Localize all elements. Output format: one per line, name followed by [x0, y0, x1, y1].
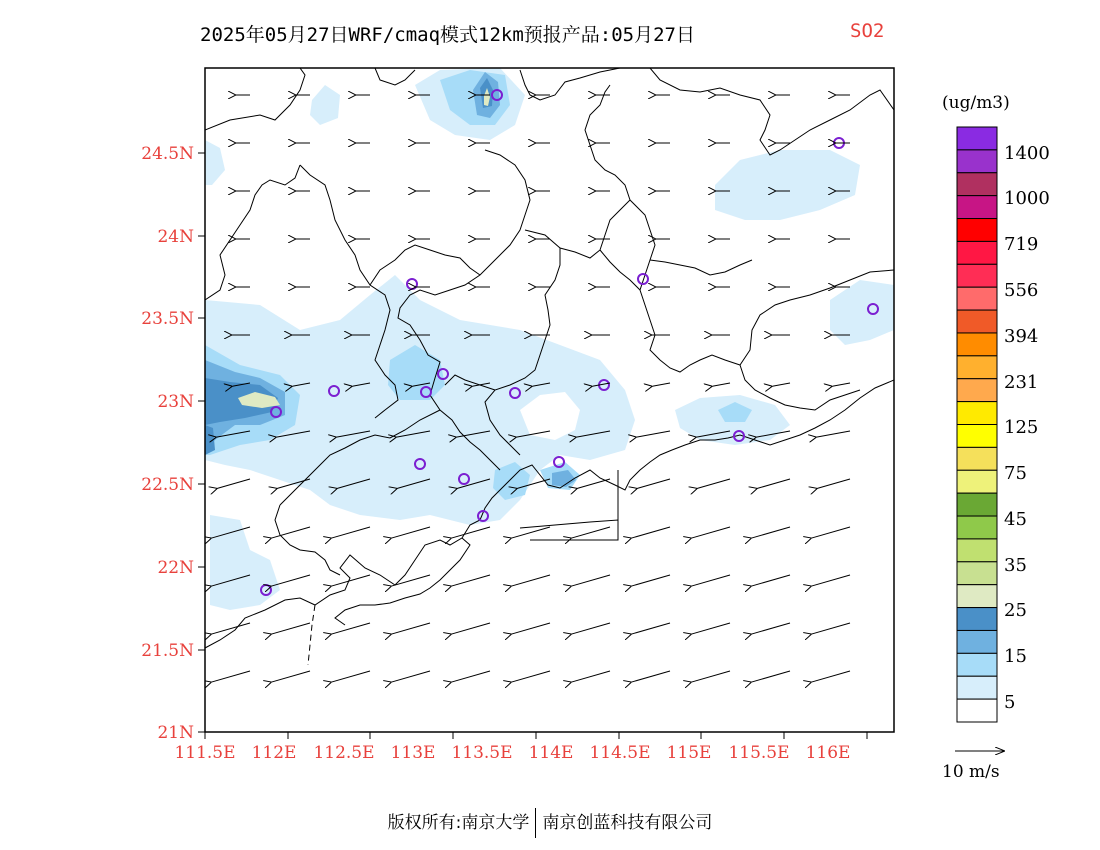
wind-vector: [817, 479, 850, 488]
wind-vector: [692, 671, 730, 682]
wind-vector: [572, 623, 610, 634]
wind-vector: [812, 623, 850, 634]
lat-label: 22N: [157, 558, 194, 578]
copyright-footer: [0, 808, 1100, 838]
wind-vector: [692, 527, 730, 538]
legend-color-swatch: [957, 241, 997, 264]
boundary-inner-1: [600, 250, 752, 290]
legend-labels: [1004, 143, 1050, 713]
hk-box: [520, 520, 618, 540]
wind-vector: [272, 575, 310, 586]
wind-vector: [452, 575, 490, 586]
legend-color-swatch: [957, 539, 997, 562]
legend-color-swatch: [957, 630, 997, 653]
wind-vector: [572, 671, 610, 682]
wind-vector: [812, 527, 850, 538]
longitude-labels: [174, 743, 850, 763]
legend-color-swatch: [957, 287, 997, 310]
lon-label: 116E: [805, 743, 851, 763]
footer-company: 南京创蓝科技有限公司: [542, 813, 713, 833]
footer-owner: 版权所有:南京大学: [387, 813, 530, 833]
legend-color-swatch: [957, 470, 997, 493]
wind-vector: [652, 383, 670, 386]
title-text: 2025年05月27日WRF/cmaq模式12km预报产品:05月27日: [200, 24, 695, 46]
legend-label: 1400: [1004, 143, 1050, 164]
legend-color-swatch: [957, 173, 997, 196]
legend-color-swatch: [957, 356, 997, 379]
wind-vector: [817, 431, 850, 437]
lon-label: 112.5E: [313, 743, 375, 763]
wind-vector: [577, 479, 610, 488]
legend-label: 1000: [1004, 188, 1050, 209]
wind-vector: [392, 671, 430, 682]
lat-label: 23.5N: [141, 309, 194, 329]
legend-label: 5: [1004, 692, 1016, 713]
legend-color-swatch: [957, 653, 997, 676]
legend-label: 719: [1004, 234, 1039, 255]
wind-vector: [392, 575, 430, 586]
wind-vector: [712, 383, 730, 386]
legend-color-swatch: [957, 699, 997, 722]
lon-label: 111.5E: [174, 743, 236, 763]
conc-area-north2: [310, 85, 340, 125]
legend-color-swatch: [957, 379, 997, 402]
legend-label: 394: [1004, 326, 1039, 347]
wind-vector: [752, 623, 790, 634]
legend-unit: (ug/m3): [942, 93, 1010, 113]
wind-vector: [332, 575, 370, 586]
legend-label: 125: [1004, 417, 1039, 438]
boundary-inner-3: [275, 505, 340, 575]
wind-vector: [632, 527, 670, 538]
wind-vector: [272, 623, 310, 634]
conc-area-east: [715, 150, 860, 220]
legend-color-swatch: [957, 264, 997, 287]
wind-scale-label: 10 m/s: [942, 762, 1000, 782]
wind-vector: [752, 575, 790, 586]
boundary-west-2: [205, 165, 300, 300]
conc-area-edge: [205, 140, 225, 185]
lat-label: 23N: [157, 392, 194, 412]
wind-vector: [452, 671, 490, 682]
station-marker: [407, 279, 417, 289]
legend-label: 75: [1004, 463, 1027, 484]
wind-vector: [217, 479, 250, 488]
wind-vector: [452, 527, 490, 538]
legend-colorbar: [957, 127, 997, 722]
lon-label: 113E: [390, 743, 436, 763]
wind-vector: [572, 527, 610, 538]
legend-color-swatch: [957, 676, 997, 699]
lon-label: 114E: [528, 743, 574, 763]
legend-label: 231: [1004, 372, 1039, 393]
wind-vector: [512, 527, 550, 538]
lat-label: 21N: [157, 723, 194, 743]
wind-vector: [452, 623, 490, 634]
legend-color-swatch: [957, 219, 997, 242]
legend-label: 25: [1004, 600, 1027, 621]
wind-vector: [692, 575, 730, 586]
wind-vector: [812, 671, 850, 682]
wind-vector: [512, 575, 550, 586]
wind-vector: [812, 575, 850, 586]
lon-label: 112E: [251, 743, 297, 763]
wind-vector: [692, 623, 730, 634]
lon-label: 114.5E: [589, 743, 651, 763]
legend-color-swatch: [957, 608, 997, 631]
legend-label: 45: [1004, 509, 1027, 530]
longitude-axis: [205, 732, 867, 739]
wind-vector: [212, 671, 250, 682]
legend-color-swatch: [957, 493, 997, 516]
wind-vector: [752, 527, 790, 538]
boundary-inner-4: [370, 245, 480, 285]
wind-vector: [697, 479, 730, 488]
province-boundary-north: [205, 68, 894, 155]
lon-label: 115.5E: [728, 743, 790, 763]
boundary-line-south: [308, 605, 315, 665]
wind-vector: [632, 575, 670, 586]
wind-vector: [272, 527, 310, 538]
wind-vector: [752, 671, 790, 682]
wind-vector: [757, 479, 790, 488]
so2-concentration-field: [205, 68, 894, 610]
legend-color-swatch: [957, 150, 997, 173]
conc-area-southwest: [210, 515, 280, 610]
latitude-axis: [198, 153, 205, 732]
legend-color-swatch: [957, 447, 997, 470]
footer-separator: [535, 808, 536, 838]
legend-color-swatch: [957, 402, 997, 425]
lat-label: 22.5N: [141, 475, 194, 495]
legend-color-swatch: [957, 562, 997, 585]
lat-label: 21.5N: [141, 641, 194, 661]
legend-color-swatch: [957, 310, 997, 333]
boundary-east-1: [560, 85, 630, 258]
legend-label: 556: [1004, 280, 1039, 301]
wind-vector: [392, 527, 430, 538]
wind-vector: [632, 623, 670, 634]
legend-label: 15: [1004, 646, 1027, 667]
legend-color-swatch: [957, 585, 997, 608]
wind-vector: [272, 671, 310, 682]
wind-vector: [772, 383, 790, 386]
legend-color-swatch: [957, 425, 997, 448]
wind-vector: [572, 575, 610, 586]
wind-vector: [637, 431, 670, 437]
wind-vector: [632, 671, 670, 682]
wind-vector: [392, 623, 430, 634]
lat-label: 24.5N: [141, 144, 194, 164]
lon-label: 115E: [666, 743, 712, 763]
latitude-labels: [141, 144, 194, 743]
wind-vector: [512, 623, 550, 634]
lon-label: 113.5E: [451, 743, 513, 763]
pollutant-label: SO2: [850, 20, 885, 42]
wind-vector: [832, 383, 850, 386]
legend-label: 35: [1004, 555, 1027, 576]
legend-color-swatch: [957, 196, 997, 219]
wind-vector: [332, 623, 370, 634]
wind-vector: [332, 527, 370, 538]
legend-color-swatch: [957, 127, 997, 150]
wind-vector: [637, 479, 670, 488]
legend-color-swatch: [957, 516, 997, 539]
wind-vector: [332, 671, 370, 682]
legend-color-swatch: [957, 333, 997, 356]
wind-vector: [512, 671, 550, 682]
lat-label: 24N: [157, 227, 194, 247]
